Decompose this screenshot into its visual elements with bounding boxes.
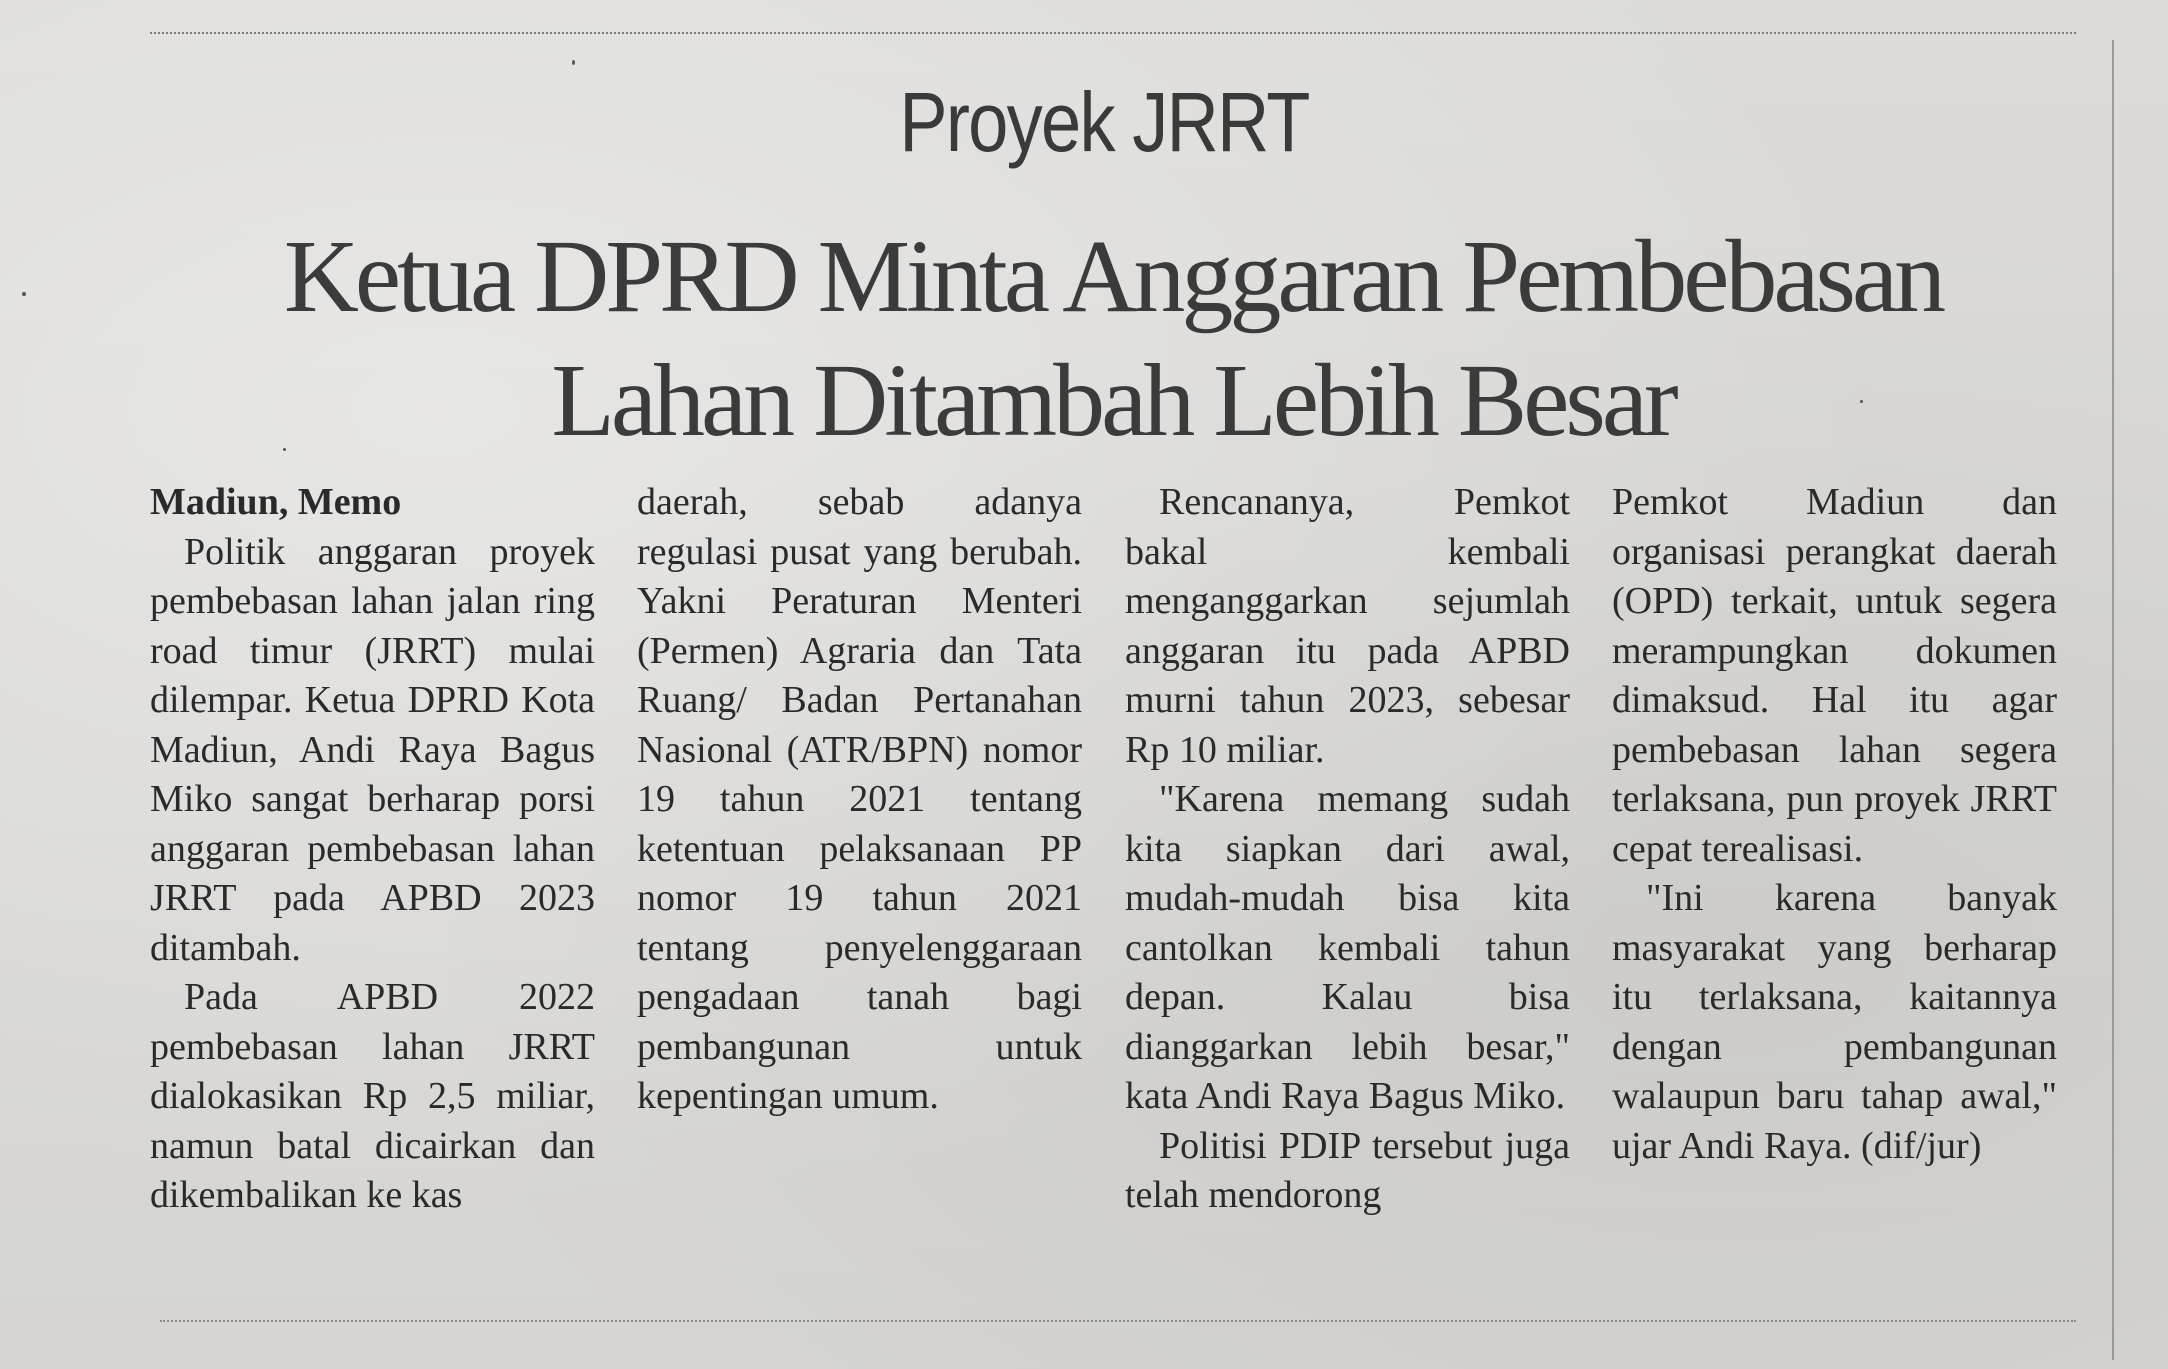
right-column-rule (2112, 40, 2114, 1360)
article-kicker: Proyek JRRT (899, 75, 1309, 169)
headline-line-2: Lahan Ditambah Lebih Besar (551, 343, 1675, 458)
article-column-1 (150, 478, 595, 1221)
article-column-3 (1125, 478, 1570, 1221)
dateline: Madiun, Memo (150, 481, 402, 523)
headline-line-1: Ketua DPRD Minta Anggaran Pembebasan (283, 219, 1943, 334)
paragraph: daerah, sebab adanya regulasi pusat yang berubah. Yakni Peraturan Menteri (Permen) Agraria dan Tata Ruang/ Badan Pertanahan Nasional (ATR/BPN) nomor 19 tahun 2021 tentang ketentuan pelaksanaan PP nomor 19 tahun 2021 tentang penyelenggaraan pengadaan tanah bagi pembangunan untuk kepentingan umum. (637, 481, 1082, 1117)
article-column-2 (637, 478, 1082, 1122)
print-speck (283, 448, 286, 451)
bottom-dotted-rule (160, 1320, 2076, 1322)
paragraph: Pemkot Madiun dan organisasi perangkat daerah (OPD) terkait, untuk segera merampungkan dokumen dimaksud. Hal itu agar pembebasan lahan segera terlaksana, pun proyek JRRT cepat terealisasi. (1612, 481, 2057, 870)
print-speck (22, 292, 26, 296)
article-headline (150, 215, 2076, 463)
paragraph: Pada APBD 2022 pembebasan lahan JRRT dialokasikan Rp 2,5 miliar, namun batal dicairkan dan dikembalikan ke kas (150, 976, 595, 1216)
paragraph: Politisi PDIP tersebut juga telah mendorong (1125, 1124, 1570, 1216)
paragraph: "Karena memang sudah kita siapkan dari awal, mudah-mudah bisa kita cantolkan kembali tahun depan. Kalau bisa dianggarkan lebih besar," kata Andi Raya Bagus Miko. (1125, 778, 1570, 1117)
top-dotted-rule (150, 32, 2076, 34)
paragraph: "Ini karena banyak masyarakat yang berharap itu terlaksana, kaitannya dengan pembangunan walaupun baru tahap awal," ujar Andi Raya. (dif/jur) (1612, 877, 2057, 1167)
paragraph: Rencananya, Pemkot bakal kembali menganggarkan sejumlah anggaran itu pada APBD murni tahun 2023, sebesar Rp 10 miliar. (1125, 481, 1570, 771)
article-body (150, 478, 2057, 1288)
article-column-4 (1612, 478, 2057, 1171)
print-speck (1860, 400, 1863, 403)
print-speck (572, 60, 575, 65)
paragraph: Politik anggaran proyek pembebasan lahan jalan ring road timur (JRRT) mulai dilempar. Ketua DPRD Kota Madiun, Andi Raya Bagus Miko sangat berharap porsi anggaran pembebasan lahan JRRT pada APBD 2023 ditambah. (150, 530, 595, 969)
